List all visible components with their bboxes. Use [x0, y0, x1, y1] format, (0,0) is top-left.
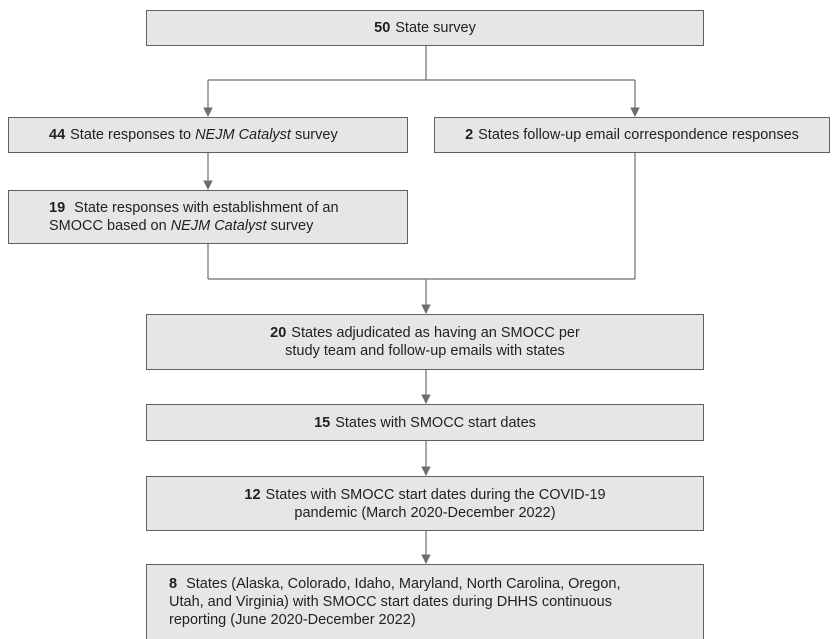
nejm-responses-journal: NEJM Catalyst [195, 127, 291, 143]
nejm-responses-label-b: survey [290, 127, 338, 143]
smocc-responses-line2-a: SMOCC based on [49, 218, 171, 234]
smocc-responses-line2-b: survey [266, 218, 314, 234]
dhhs-line1: States (Alaska, Colorado, Idaho, Maryland, North Carolina, Oregon, [186, 576, 621, 592]
survey-count: 50 [374, 20, 391, 36]
smocc-responses-journal: NEJM Catalyst [170, 218, 267, 234]
covid-box [146, 476, 704, 531]
dhhs-box [146, 564, 704, 639]
dhhs-line2: Utah, and Virginia) with SMOCC start dates during DHHS continuous [169, 594, 612, 610]
covid-count: 12 [244, 486, 261, 503]
survey-box [146, 10, 704, 46]
start-dates-label: States with SMOCC start dates [335, 414, 536, 431]
email-responses-label: States follow-up email correspondence responses [478, 127, 799, 143]
smocc-responses-line1: State responses with establishment of an [74, 200, 339, 216]
covid-line1: States with SMOCC start dates during the COVID-19 [265, 486, 606, 503]
adjudicated-line2: study team and follow-up emails with states [285, 343, 565, 359]
nejm-responses-count: 44 [49, 127, 66, 143]
adjudicated-line1: States adjudicated as having an SMOCC per [291, 325, 580, 341]
nejm-responses-label-a: State responses to [70, 127, 196, 143]
dhhs-line3: reporting (June 2020-December 2022) [169, 612, 416, 628]
covid-line2: pandemic (March 2020-December 2022) [294, 504, 556, 521]
start-dates-box [146, 404, 704, 441]
adjudicated-count: 20 [270, 325, 287, 341]
dhhs-count: 8 [169, 576, 178, 592]
adjudicated-box [146, 314, 704, 370]
nejm-responses-box [8, 117, 408, 153]
smocc-responses-box [8, 190, 408, 244]
email-responses-box [434, 117, 830, 153]
survey-label: State survey [395, 20, 476, 36]
email-responses-count: 2 [465, 127, 474, 143]
start-dates-count: 15 [314, 414, 331, 431]
smocc-responses-count: 19 [49, 200, 66, 216]
